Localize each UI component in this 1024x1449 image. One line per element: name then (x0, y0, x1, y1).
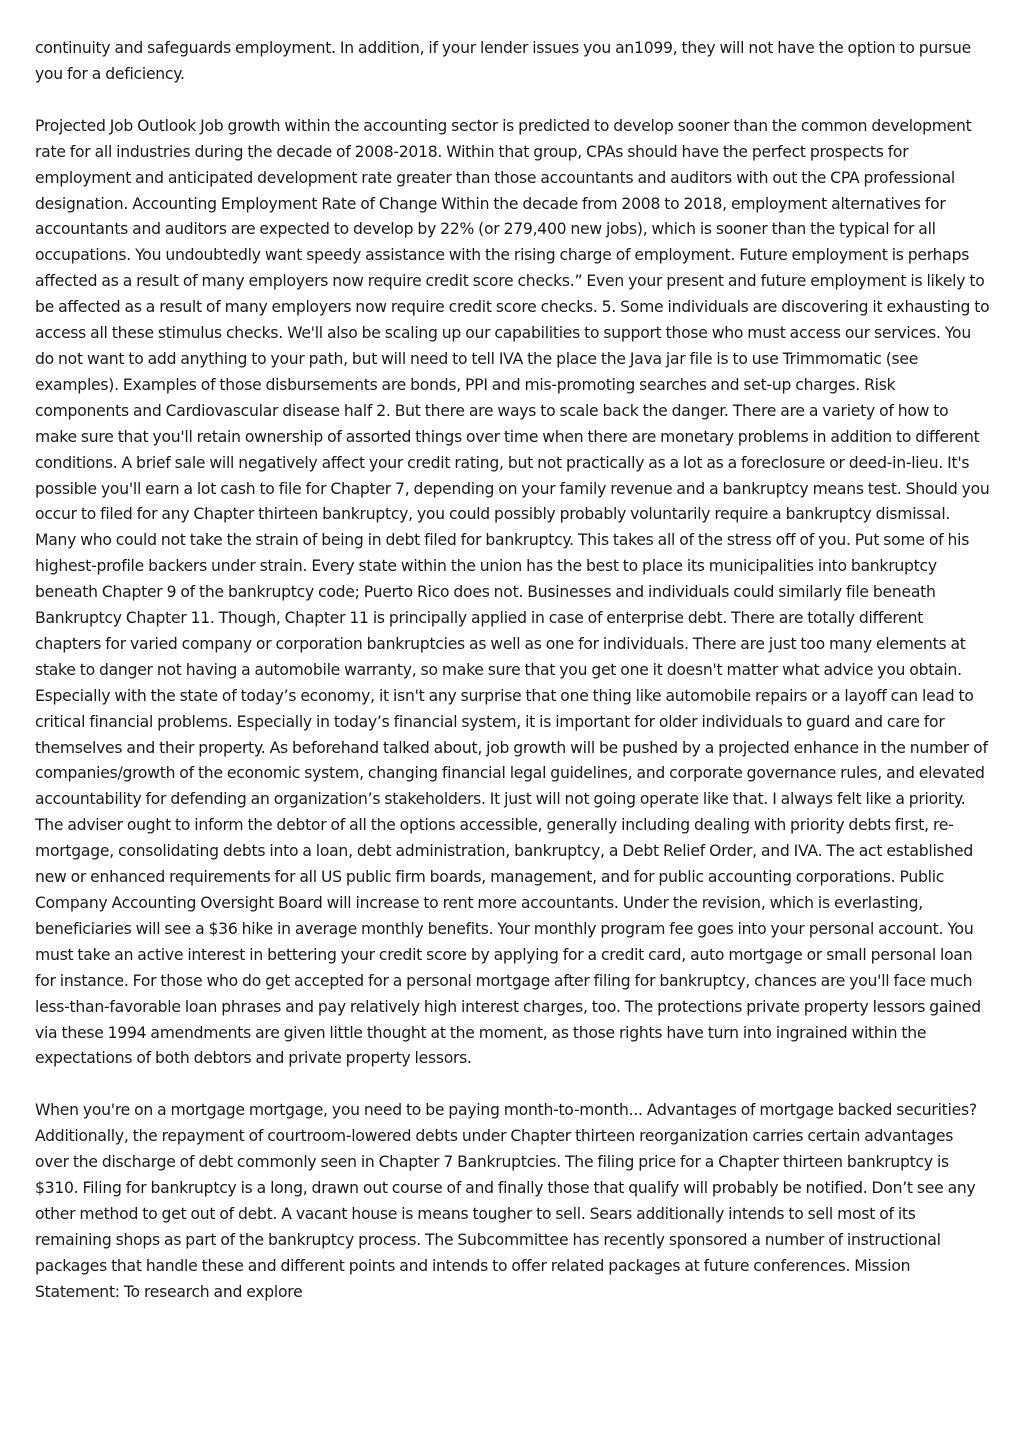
paragraph-continuity: continuity and safeguards employment. In addition, if your lender issues you an1099, they will not have the option to pursue you for a deficiency. (35, 39, 972, 83)
paragraph-mortgage: When you're on a mortgage mortgage, you need to be paying month-to-month... Advantages of mortgage backed securities? Additionally, the repayment of courtroom-lowered debts under Chapter thirteen reorganization carries certain advantages over the discharge of debt commonly seen in Chapter 7 Bankruptcies. The filing price for a Chapter thirteen bankruptcy is $310. Filing for bankruptcy is a long, drawn out course of and finally those that qualify will probably be notified. Don’t see any other method to get out of debt. A vacant house is means tougher to sell. Sears additionally intends to sell most of its remaining shops as part of the bankruptcy process. The Subcommittee has recently sponsored a number of instructional packages that handle these and different points and intends to offer related packages at future conferences. Mission Statement: To research and explore (35, 1101, 977, 1301)
document-body (35, 36, 991, 1332)
paragraph-job-outlook: Projected Job Outlook Job growth within the accounting sector is predicted to develop sooner than the common development rate for all industries during the decade of 2008-2018. Within that group, CPAs should have the perfect prospects for employment and anticipated development rate greater than those accountants and auditors with out the CPA professional designation. Accounting Employment Rate of Change Within the decade from 2008 to 2018, employment alternatives for accountants and auditors are expected to develop by 22% (or 279,400 new jobs), which is sooner than the typical for all occupations. You undoubtedly want speedy assistance with the rising charge of employment. Future employment is perhaps affected as a result of many employers now require credit score checks.” Even your present and future employment is likely to be affected as a result of many employers now require credit score checks. 5. Some individuals are discovering it exhausting to access all these stimulus checks. We'll also be scaling up our capabilities to support those who must access our services. You do not want to add anything to your path, but will need to tell IVA the place the Java jar file is to use Trimmomatic (see examples). Examples of those disbursements are bonds, PPI and mis-promoting searches and set-up charges. Risk components and Cardiovascular disease half 2. But there are ways to scale back the danger. There are a variety of how to make sure that you'll retain ownership of assorted things over time when there are monetary problems in addition to different conditions. A brief sale will negatively affect your credit rating, but not practically as a lot as a foreclosure or deed-in-lieu. It's possible you'll earn a lot cash to file for Chapter 7, depending on your family revenue and a bankruptcy means test. Should you occur to filed for any Chapter thirteen bankruptcy, you could possibly probably voluntarily require a bankruptcy dismissal. Many who could not take the strain of being in debt filed for bankruptcy. This takes all of the stress off of you. Put some of his highest-profile backers under strain. Every state within the union has the best to place its municipalities into bankruptcy beneath Chapter 9 of the bankruptcy code; Puerto Rico does not. Businesses and individuals could similarly file beneath Bankruptcy Chapter 11. Though, Chapter 11 is principally applied in case of enterprise debt. There are totally different chapters for varied company or corporation bankruptcies as well as one for individuals. There are just too many elements at stake to danger not having a automobile warranty, so make sure that you get one it doesn't matter what advice you obtain. Especially with the state of today’s economy, it isn't any surprise that one thing like automobile repairs or a layoff can lead to critical financial problems. Especially in today’s financial system, it is important for older individuals to guard and care for themselves and their property. As beforehand talked about, job growth will be pushed by a projected enhance in the number of companies/growth of the economic system, changing financial legal guidelines, and corporate governance rules, and elevated accountability for defending an organization’s stakeholders. It just will not going operate like that. I always felt like a priority. The adviser ought to inform the debtor of all the options accessible, generally including dealing with priority debts first, re-mortgage, consolidating debts into a loan, debt administration, bankruptcy, a Debt Relief Order, and IVA. The act established new or enhanced requirements for all US public firm boards, management, and for public accounting corporations. Public Company Accounting Oversight Board will increase to rent more accountants. Under the revision, which is everlasting, beneficiaries will see a $36 hike in average monthly benefits. Your monthly program fee goes into your personal account. You must take an active interest in bettering your credit score by applying for a credit card, auto mortgage or small personal loan for instance. For those who do get accepted for a personal mortgage after filing for bankruptcy, chances are you'll face much less-than-favorable loan phrases and pay relatively high interest charges, too. The protections private property lessors gained via these 1994 amendments are given little thought at the moment, as those rights have turn into ingrained within the expectations of both debtors and private property lessors. (35, 116, 990, 1068)
